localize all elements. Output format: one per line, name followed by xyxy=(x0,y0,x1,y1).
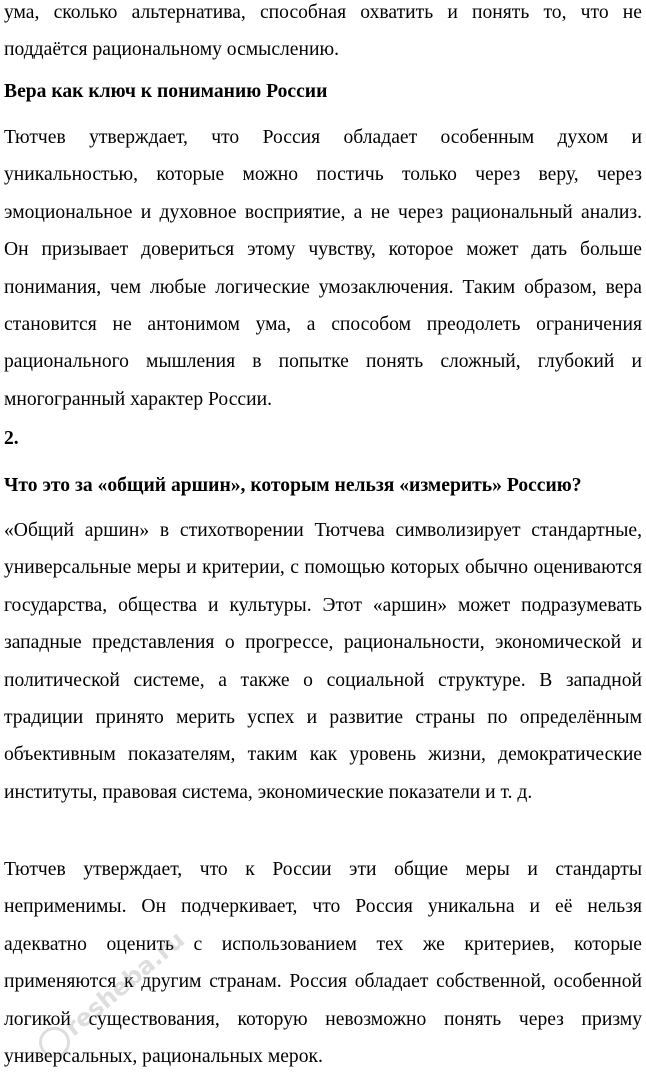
question-number: 2. xyxy=(4,428,19,449)
arshin-paragraph: «Общий аршин» в стихотворении Тютчева символизирует стандартные, универсальные меры и критерии, с помощью которых обычно оцениваются государства, общества и культуры. Этот «аршин» может подразумевать западные представления о прогрессе, рациональности, экономической и политической системе, а также о социальной структуре. В западной традиции принято мерить успех и развитие страны по определённым объективным показателям, таким как уровень жизни, демократические институты, правовая система, экономические показатели и т. д. xyxy=(4,520,642,803)
watermark-text: resheba.ru xyxy=(59,925,191,1042)
section-heading-faith: Вера как ключ к пониманию России xyxy=(4,81,328,102)
intro-paragraph: ума, сколько альтернатива, способная охватить и понять то, что не поддаётся рациональному осмыслению. xyxy=(4,2,642,61)
uniqueness-paragraph: Тютчев утверждает, что к России эти общие меры и стандарты неприменимы. Он подчеркивает, что Россия уникальна и её нельзя адекватно оценить с использованием тех же критериев, которые применяются к другим странам. Россия обладает собственной, особенной логикой существования, которую невозможно понять через призму универсальных, рациональных мерок. xyxy=(4,859,642,1068)
faith-paragraph: Тютчев утверждает, что Россия обладает особенным духом и уникальностью, которые можно постичь только через веру, через эмоциональное и духовное восприятие, а не через рациональный анализ. Он призывает довериться этому чувству, которое может дать больше понимания, чем любые логические умозаключения. Таким образом, вера становится не антонимом ума, а способом преодолеть ограничения рационального мышления в попытке понять сложный, глубокий и многогранный характер России. xyxy=(4,127,642,410)
question-heading: Что это за «общий аршин», которым нельзя «измерить» Россию? xyxy=(4,475,582,496)
